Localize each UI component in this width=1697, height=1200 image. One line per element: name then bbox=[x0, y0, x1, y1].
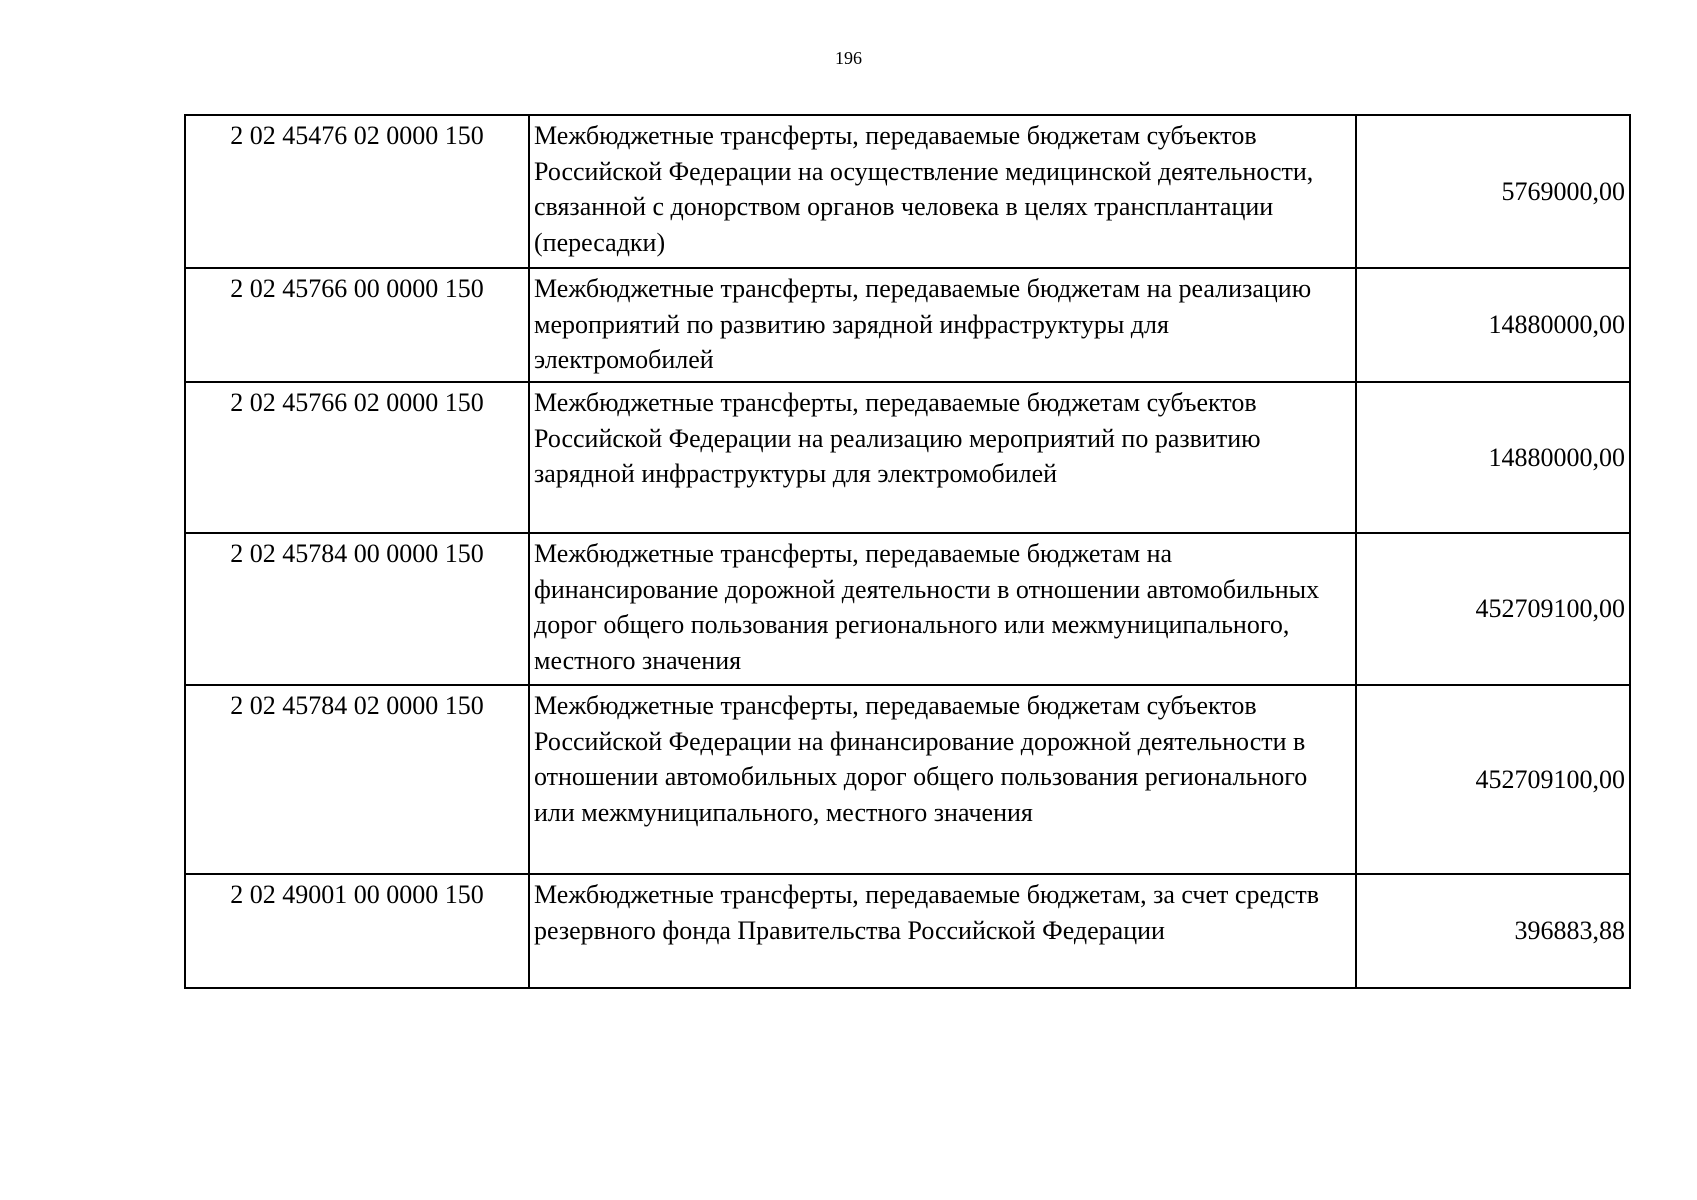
budget-code-cell: 2 02 49001 00 0000 150 bbox=[185, 874, 529, 988]
amount-cell: 5769000,00 bbox=[1356, 115, 1630, 268]
table-row bbox=[185, 685, 1630, 874]
budget-code-cell: 2 02 45766 02 0000 150 bbox=[185, 382, 529, 533]
table-row bbox=[185, 533, 1630, 685]
description-cell: Межбюджетные трансферты, передаваемые бюджетам, за счет средств резервного фонда Правительства Российской Федерации bbox=[529, 874, 1356, 988]
amount-cell: 14880000,00 bbox=[1356, 382, 1630, 533]
budget-code-cell: 2 02 45766 00 0000 150 bbox=[185, 268, 529, 382]
description-cell: Межбюджетные трансферты, передаваемые бюджетам субъектов Российской Федерации на финансирование дорожной деятельности в отношении автомобильных дорог общего пользования регионального или межмуниципального, местного значения bbox=[529, 685, 1356, 874]
page-number: 196 bbox=[835, 48, 862, 68]
budget-code-cell: 2 02 45784 02 0000 150 bbox=[185, 685, 529, 874]
table-row bbox=[185, 382, 1630, 533]
table-row bbox=[185, 268, 1630, 382]
description-cell: Межбюджетные трансферты, передаваемые бюджетам субъектов Российской Федерации на реализацию мероприятий по развитию зарядной инфраструктуры для электромобилей bbox=[529, 382, 1356, 533]
table-row bbox=[185, 115, 1630, 268]
budget-table bbox=[184, 114, 1631, 989]
table-row bbox=[185, 874, 1630, 988]
description-cell: Межбюджетные трансферты, передаваемые бюджетам на финансирование дорожной деятельности в отношении автомобильных дорог общего пользования регионального или межмуниципального, местного значения bbox=[529, 533, 1356, 685]
budget-code-cell: 2 02 45784 00 0000 150 bbox=[185, 533, 529, 685]
budget-code-cell: 2 02 45476 02 0000 150 bbox=[185, 115, 529, 268]
amount-cell: 452709100,00 bbox=[1356, 685, 1630, 874]
amount-cell: 396883,88 bbox=[1356, 874, 1630, 988]
amount-cell: 452709100,00 bbox=[1356, 533, 1630, 685]
amount-cell: 14880000,00 bbox=[1356, 268, 1630, 382]
description-cell: Межбюджетные трансферты, передаваемые бюджетам субъектов Российской Федерации на осуществление медицинской деятельности, связанной с донорством органов человека в целях трансплантации (пересадки) bbox=[529, 115, 1356, 268]
description-cell: Межбюджетные трансферты, передаваемые бюджетам на реализацию мероприятий по развитию зарядной инфраструктуры для электромобилей bbox=[529, 268, 1356, 382]
